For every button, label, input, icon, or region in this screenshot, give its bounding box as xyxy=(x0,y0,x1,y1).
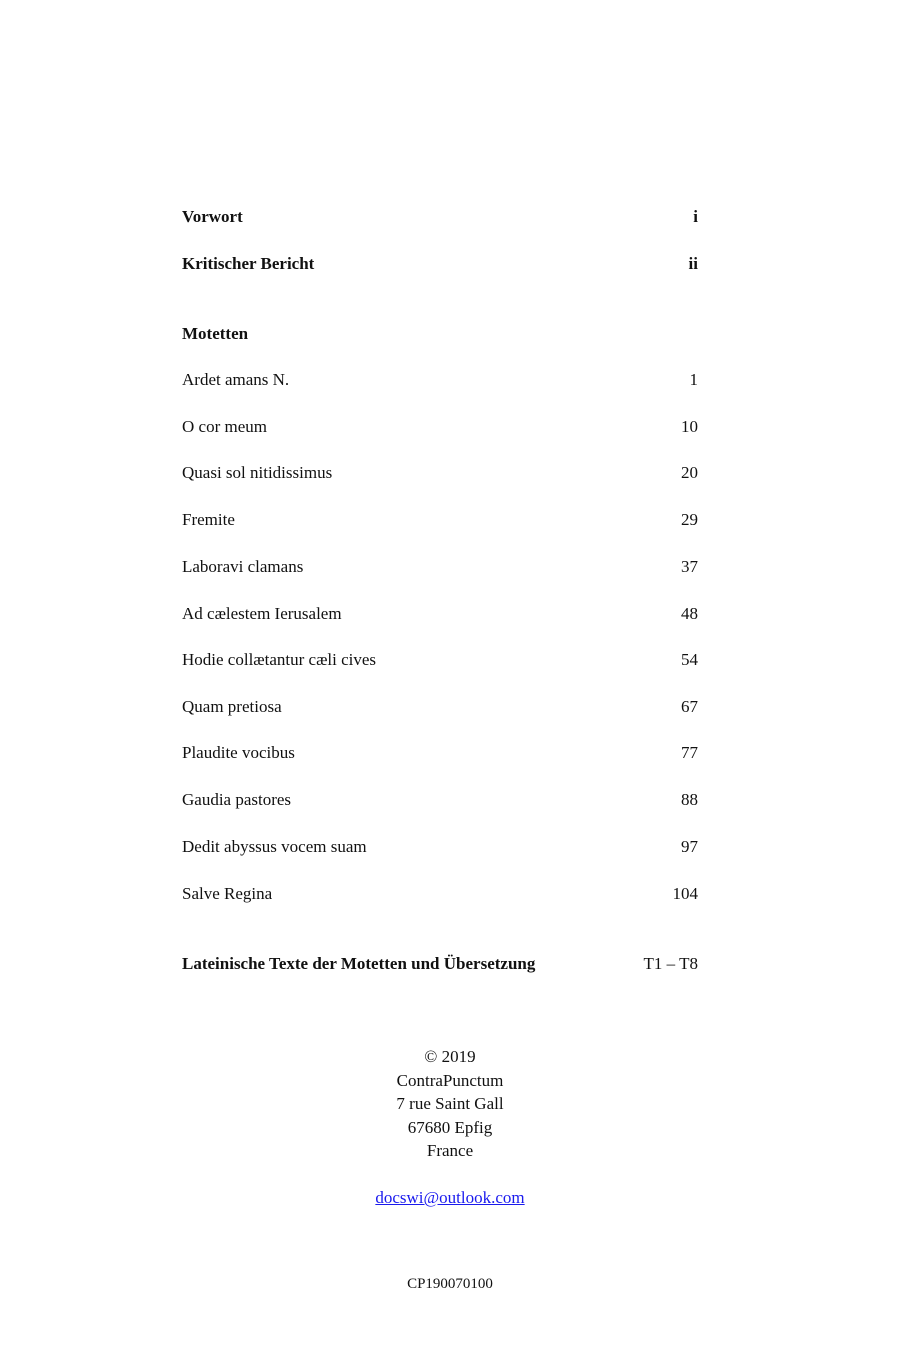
toc-entry[interactable] xyxy=(182,882,698,906)
toc-title: Ad cælestem Ierusalem xyxy=(182,604,342,623)
toc-page-number: i xyxy=(693,207,698,226)
toc-page-number: 54 xyxy=(681,650,698,669)
toc-page-number: 37 xyxy=(681,557,698,576)
toc-title: Dedit abyssus vocem suam xyxy=(182,837,367,856)
toc-entry[interactable] xyxy=(182,648,698,672)
toc-page-range: T1 – T8 xyxy=(643,954,698,973)
toc-title: Quam pretiosa xyxy=(182,697,282,716)
toc-entry[interactable] xyxy=(182,788,698,812)
toc-title: Lateinische Texte der Motetten und Übersetzung xyxy=(182,954,536,973)
toc-title: Gaudia pastores xyxy=(182,790,292,809)
contact-email xyxy=(0,1186,900,1209)
publisher-name: ContraPunctum xyxy=(396,1070,504,1090)
toc-entry[interactable] xyxy=(182,695,698,719)
toc-page-number: 10 xyxy=(681,417,698,436)
toc-entry[interactable] xyxy=(182,461,698,485)
email-link[interactable]: docswi@outlook.com xyxy=(375,1188,525,1207)
publisher-street: 7 rue Saint Gall xyxy=(396,1094,504,1113)
toc-entry[interactable] xyxy=(182,835,698,859)
toc-title: Ardet amans N. xyxy=(182,370,290,389)
toc-page-number: 1 xyxy=(689,370,698,389)
toc-page-number: 77 xyxy=(681,743,698,762)
toc-page-number: ii xyxy=(688,254,698,273)
toc-title: Fremite xyxy=(182,510,235,529)
toc-title: O cor meum xyxy=(182,417,267,436)
toc-title: Quasi sol nitidissimus xyxy=(182,463,333,482)
publisher-country: France xyxy=(426,1141,474,1160)
toc-entry[interactable] xyxy=(182,508,698,532)
toc-entry-kritischer-bericht[interactable] xyxy=(182,252,698,276)
catalog-number: CP190070100 xyxy=(407,1276,493,1292)
publisher-colophon xyxy=(0,1045,900,1163)
toc-title: Hodie collætantur cæli cives xyxy=(182,650,377,669)
toc-title: Vorwort xyxy=(182,207,243,226)
toc-title: Plaudite vocibus xyxy=(182,743,295,762)
toc-entry[interactable] xyxy=(182,741,698,765)
toc-title: Kritischer Bericht xyxy=(182,254,315,273)
toc-entry[interactable] xyxy=(182,368,698,392)
toc-title: Salve Regina xyxy=(182,884,273,903)
toc-entry[interactable] xyxy=(182,555,698,579)
toc-entry-vorwort[interactable] xyxy=(182,205,698,229)
toc-page-number: 104 xyxy=(672,884,698,903)
toc-page-number: 88 xyxy=(681,790,698,809)
toc-entry-latin-texts[interactable] xyxy=(182,952,698,976)
toc-entry[interactable] xyxy=(182,415,698,439)
toc-title: Laboravi clamans xyxy=(182,557,304,576)
toc-page-number: 67 xyxy=(681,697,698,716)
publisher-city: 67680 Epfig xyxy=(407,1117,493,1137)
section-heading-motetten: Motetten xyxy=(182,324,249,343)
toc-page-number: 97 xyxy=(681,837,698,856)
toc-entry[interactable] xyxy=(182,602,698,626)
copyright-notice: © 2019 xyxy=(424,1047,476,1066)
toc-page-number: 29 xyxy=(681,510,698,529)
toc-page-number: 20 xyxy=(681,463,698,482)
toc-page-number: 48 xyxy=(681,604,698,623)
